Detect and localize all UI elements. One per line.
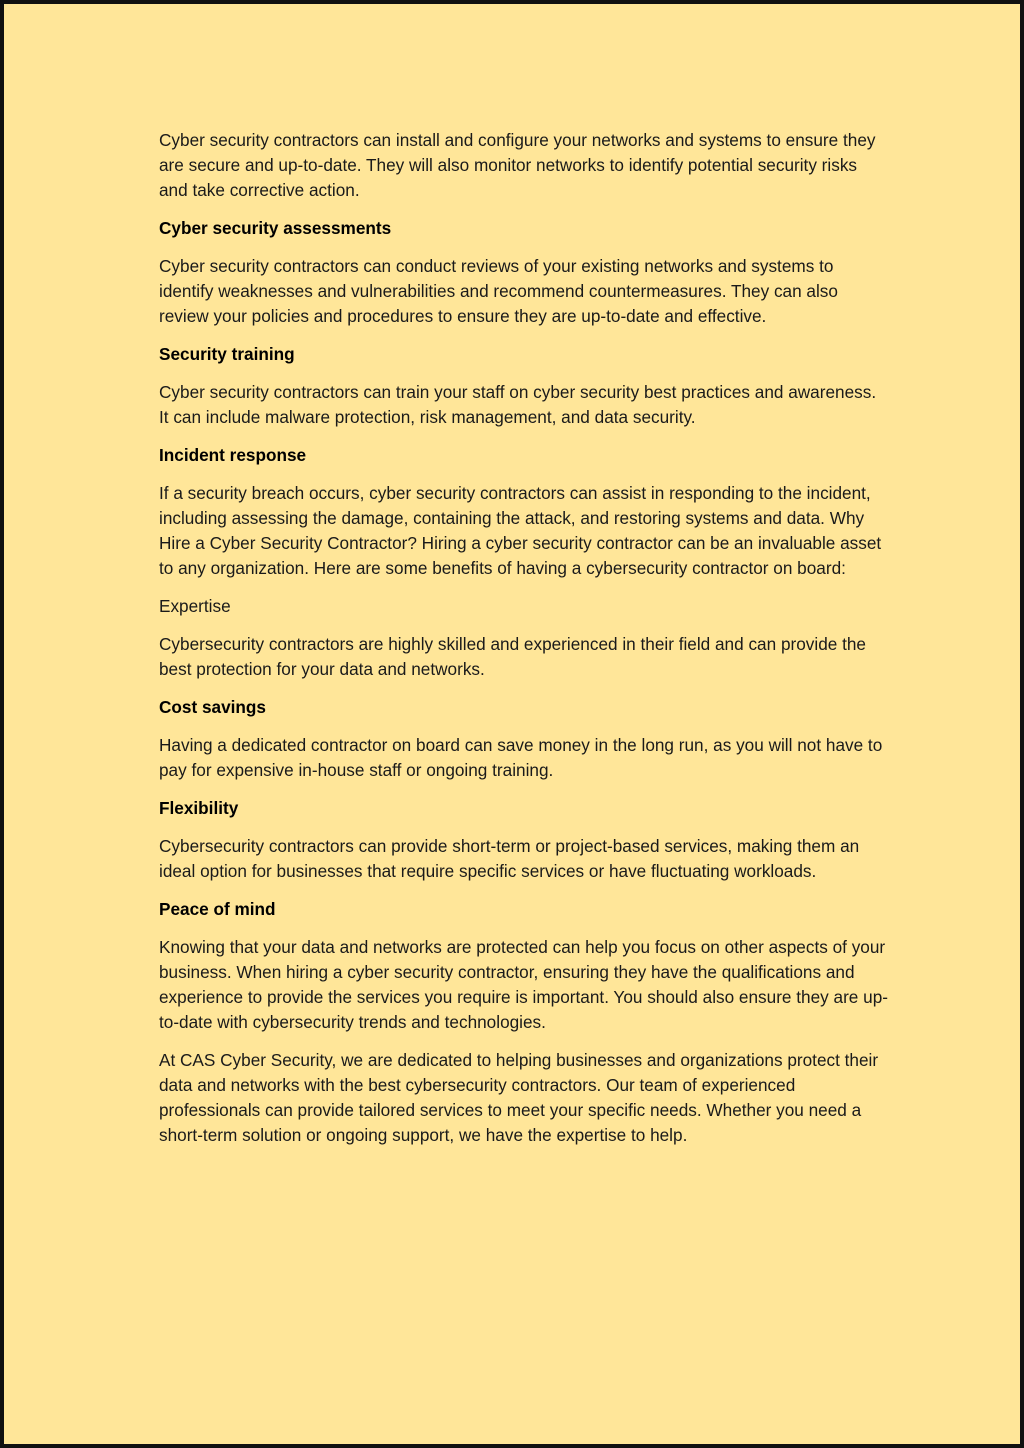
body-paragraph: Cyber security contractors can train your staff on cyber security best practices and awareness. It can include malware protection, risk management, and data security. xyxy=(159,382,877,427)
body-paragraph: Cybersecurity contractors can provide short-term or project-based services, making them an ideal option for businesses that require specific services or have fluctuating workloads. xyxy=(159,836,860,881)
section-heading-peace-of-mind: Peace of mind xyxy=(159,899,276,919)
subheading-expertise: Expertise xyxy=(159,596,231,616)
section-heading-incident-response: Incident response xyxy=(159,445,307,465)
section-heading-training: Security training xyxy=(159,344,295,364)
section-heading-cost-savings: Cost savings xyxy=(159,697,266,717)
body-paragraph: Cybersecurity contractors are highly skilled and experienced in their field and can provide the best protection for your data and networks. xyxy=(159,634,866,679)
body-paragraph: Cyber security contractors can install and configure your networks and systems to ensure they are secure and up-to-date. They will also monitor networks to identify potential security risks and take corrective action. xyxy=(159,130,876,200)
section-heading-flexibility: Flexibility xyxy=(159,798,239,818)
body-paragraph: Knowing that your data and networks are protected can help you focus on other aspects of your business. When hiring a cyber security contractor, ensuring they have the qualifications and experience to provide the services you require is important. You should also ensure they are up-to-date with cybersecurity trends and technologies. xyxy=(159,937,888,1032)
body-paragraph: Having a dedicated contractor on board can save money in the long run, as you will not have to pay for expensive in-house staff or ongoing training. xyxy=(159,735,883,780)
document-body xyxy=(159,128,889,1161)
body-paragraph: If a security breach occurs, cyber security contractors can assist in responding to the incident, including assessing the damage, containing the attack, and restoring systems and data. Why Hire a Cyber Security Contractor? Hiring a cyber security contractor can be an invaluable asset to any organization. Here are some benefits of having a cybersecurity contractor on board: xyxy=(159,483,882,578)
closing-paragraph: At CAS Cyber Security, we are dedicated to helping businesses and organizations protect their data and networks with the best cybersecurity contractors. Our team of experienced professionals can provide tailored services to meet your specific needs. Whether you need a short-term solution or ongoing support, we have the expertise to help. xyxy=(159,1050,879,1145)
section-heading-assessments: Cyber security assessments xyxy=(159,218,392,238)
body-paragraph: Cyber security contractors can conduct reviews of your existing networks and systems to identify weaknesses and vulnerabilities and recommend countermeasures. They can also review your policies and procedures to ensure they are up-to-date and effective. xyxy=(159,256,838,326)
